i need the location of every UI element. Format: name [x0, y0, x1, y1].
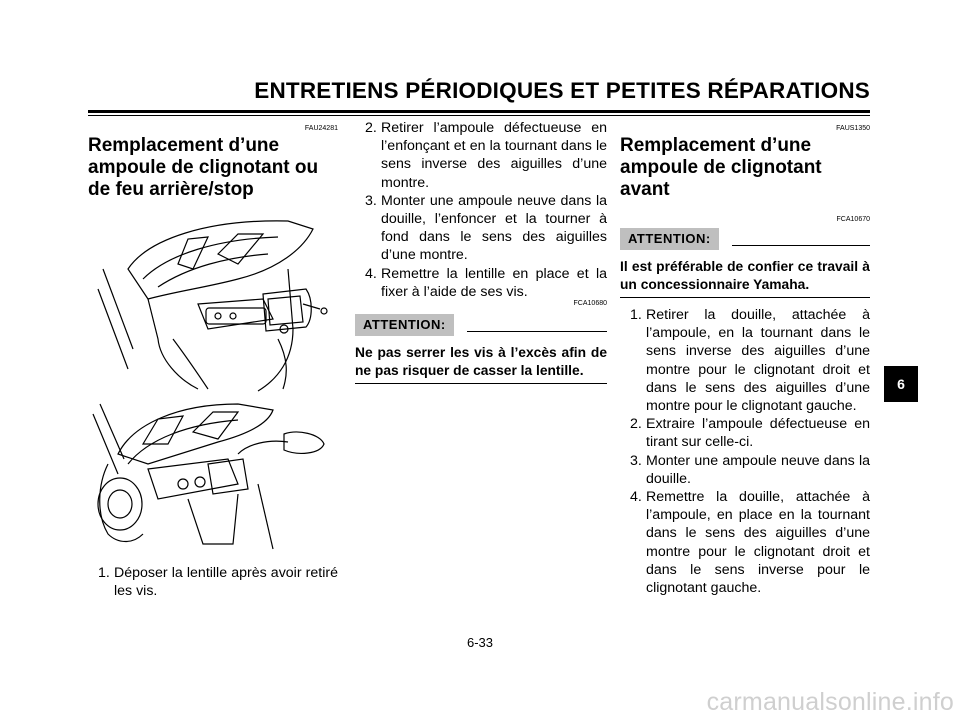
caution-label: ATTENTION:	[355, 314, 454, 336]
caution-code: FCA10680	[573, 300, 607, 308]
caution-text: Ne pas serrer les vis à l’excès afin de ne pas risquer de casser la lentille.	[355, 344, 607, 384]
chapter-tab: 6	[884, 366, 918, 402]
list-item: 4. Remettre la lentille en place et la fixer à l’aide de ses vis.	[365, 265, 607, 300]
caution-header	[355, 314, 607, 338]
front-turn-signal-illustration	[88, 394, 338, 554]
header-rule-thin	[88, 115, 870, 116]
list-item: 3. Monter une ampoule neuve dans la douille, l’enfoncer et la tourner à fond dans le sens des aiguilles d’une montre.	[365, 192, 607, 264]
list-item: 4. Remettre la douille, attachée à l’ampoule, en place en la tournant dans le sens des aiguilles d’une montre pour le clignotant droit et dans le sens inverse pour le clignotant gauche.	[630, 489, 870, 597]
list-item: 1. Déposer la lentille après avoir retiré les vis.	[98, 565, 338, 600]
caution-label: ATTENTION:	[620, 228, 719, 250]
column-right	[620, 124, 870, 597]
section-heading: Remplacement d’une ampoule de clignotant ou de feu arrière/stop	[88, 135, 319, 200]
section-heading: Remplacement d’une ampoule de clignotant avant	[620, 135, 822, 200]
section-code: FAUS1350	[836, 125, 870, 132]
list-item: 2. Extraire l’ampoule défectueuse en tirant sur celle-ci.	[630, 416, 870, 451]
caution-code: FCA10670	[836, 216, 870, 223]
page-header	[88, 78, 870, 118]
watermark: carmanualsonline.info	[706, 688, 954, 716]
column-left	[88, 124, 338, 600]
section-code: FAU24281	[304, 125, 338, 132]
steps-list-3	[620, 306, 870, 597]
caution-text: Il est préférable de confier ce travail à un concessionnaire Yamaha.	[620, 258, 870, 298]
chapter-title: ENTRETIENS PÉRIODIQUES ET PETITES RÉPARATIONS	[254, 78, 870, 103]
column-middle	[355, 119, 607, 392]
steps-list-1	[88, 564, 338, 600]
caution-header	[620, 228, 870, 252]
caution-rule	[467, 331, 607, 333]
steps-list-2	[355, 119, 607, 301]
rear-light-illustration	[88, 209, 338, 394]
page-number: 6-33	[466, 635, 494, 650]
header-rule-thick	[88, 110, 870, 113]
caution-rule	[732, 245, 870, 247]
list-item: 2. Retirer l’ampoule défectueuse en l’enfonçant et en la tournant dans le sens inverse des aiguilles d’une montre.	[365, 120, 607, 191]
list-item: 1. Retirer la douille, attachée à l’ampoule, en la tournant dans le sens inverse des aiguilles d’une montre pour le clignotant droit et dans le sens des aiguilles d’une montre pour le clignotant gauche.	[630, 307, 870, 415]
list-item: 3. Monter une ampoule neuve dans la douille.	[630, 452, 870, 487]
